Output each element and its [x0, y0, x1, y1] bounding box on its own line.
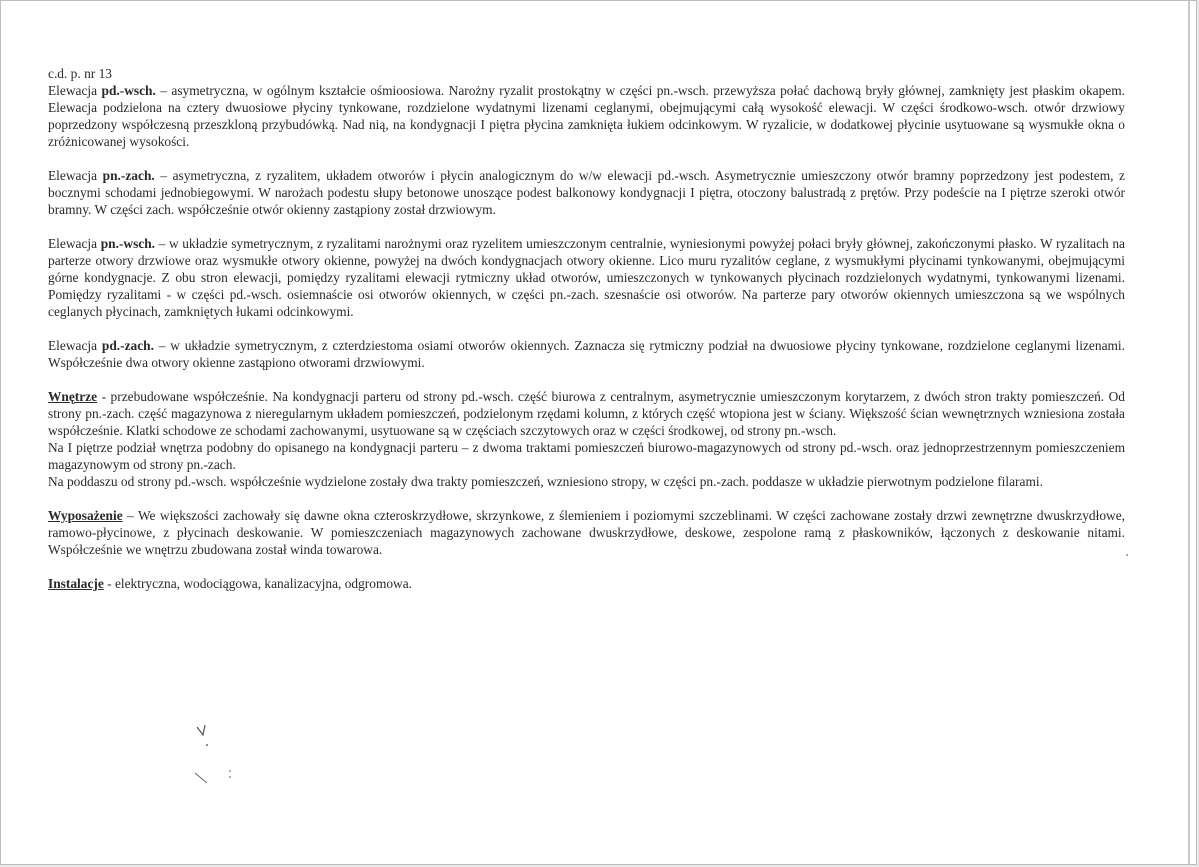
elevation-name: pn.-zach.	[102, 168, 155, 183]
paragraph-elevation-pd-zach	[48, 337, 1125, 371]
elevation-lead: Elewacja	[48, 236, 98, 251]
elevation-lead: Elewacja	[48, 83, 98, 98]
scan-dot-icon	[1123, 551, 1131, 559]
elevation-text: – asymetryczna, z ryzalitem, układem otworów i płycin analogicznym do w/w elewacji pd.-wsch. Asymetrycznie umieszczony otwór bramny poprzedzony jest podestem, z bocznymi schodami jednobiegowymi. W narożach podestu słupy betonowe unoszące podest balkonowy kondygnacji I piętra, otoczony balustradą z prętów. Przy podeście na I piętrze szeroki otwór bramny. W części zach. współcześnie otwór okienny zastąpiony został drzwiowym.	[48, 168, 1125, 217]
paragraph-interior-floor1: Na I piętrze podział wnętrza podobny do opisanego na kondygnacji parteru – z dwoma traktami pomieszczeń biurowo-magazynowych od strony pd.-wsch. oraz jednoprzestrzennym pomieszczeniem magazynowym od strony pn.-zach.	[48, 440, 1125, 472]
elevation-text: – asymetryczna, w ogólnym kształcie ośmioosiowa. Narożny ryzalit prostokątny w części pn.-wsch. przewyższa połać dachową bryły głównej, zamknięty jest płaskim okapem. Elewacja podzielona na cztery dwuosiowe płyciny tynkowane, rozdzielone wydatnymi lizenami ceglanymi, obejmującymi całą wysokość elewacji. W części środkowo-wsch. otwór drzwiowy poprzedzony współczesną przeszkloną przybudówką. Nad nią, na kondygnacji I piętra płycina zamknięta łukiem odcinkowym. W ryzalicie, w dodatkowej płycinie usytuowane są wysmukłe okna o zróżnicowanej wysokości.	[48, 83, 1125, 149]
elevation-name: pd.-wsch.	[101, 83, 156, 98]
elevation-text: – w układzie symetrycznym, z czterdziestoma osiami otworów okiennych. Zaznacza się rytmiczny podział na dwuosiowe płyciny tynkowane, rozdzielone ceglanymi lizenami. Współcześnie dwa otwory okienne zastąpiono otworami drzwiowymi.	[48, 338, 1125, 370]
page-reference: c.d. p. nr 13	[48, 66, 112, 81]
paragraph-elevation-pd-wsch	[48, 82, 1125, 150]
document-body	[48, 65, 1125, 609]
section-heading-installations: Instalacje	[48, 576, 104, 591]
elevation-lead: Elewacja	[48, 168, 98, 183]
elevation-name: pd.-zach.	[101, 338, 154, 353]
elevation-text: – w układzie symetrycznym, z ryzalitami narożnymi oraz ryzelitem umieszczonym centralnie, wyniesionymi powyżej połaci bryły głównej, zakończonymi płasko. W ryzalitach na parterze otwory drzwiowe oraz wysmukłe otwory okienne, powyżej na dwóch kondygnacjach otwory okienne. Lico muru ryzalitów ceglane, z wysmukłymi płycinami tynkowanymi, obejmującymi górne kondygnacje. Z obu stron elewacji, pomiędzy ryzalitami elewacji rytmiczny układ otworów, umieszczonych w tynkowanych płycinach rozdzielonych wydatnymi, tynkowanymi lizenami. Pomiędzy ryzalitami - w części pd.-wsch. osiemnaście osi otworów okiennych, w części pn.-zach. szesnaście osi otworów. Na parterze pary otworów okiennych umieszczona są we wspólnych ceglanych płycinach, zamkniętych łukami odcinkowymi.	[48, 236, 1125, 319]
scan-edge-line	[1188, 1, 1190, 865]
furnishing-text: – We większości zachowały się dawne okna czteroskrzydłowe, skrzynkowe, z ślemieniem i poziomymi szczeblinami. W części zachowane zostały drzwi zewnętrzne dwuskrzydłowe, ramowo-płycinowe, z płycinach deskowanie. W pomieszczeniach magazynowych zachowane dwuskrzydłowe, deskowe, zespolone ramą z płaskowników, łączonych z deskowanie nitami. Współcześnie we wnętrzu zbudowana został winda towarowa.	[48, 508, 1125, 557]
paragraph-elevation-pn-wsch	[48, 235, 1125, 320]
elevation-lead: Elewacja	[48, 338, 98, 353]
paragraph-furnishing	[48, 507, 1125, 558]
installations-text: - elektryczna, wodociągowa, kanalizacyjna, odgromowa.	[103, 576, 413, 591]
section-heading-interior: Wnętrze	[48, 389, 98, 404]
paragraph-elevation-pn-zach	[48, 167, 1125, 218]
section-heading-furnishing: Wyposażenie	[48, 508, 123, 523]
paragraph-interior-attic: Na poddaszu od strony pd.-wsch. współcześnie wydzielone zostały dwa trakty pomieszczeń, wzniesiono stropy, w części pn.-zach. poddasze w układzie pierwotnym podzielone filarami.	[48, 474, 1043, 489]
interior-text: - przebudowane współcześnie. Na kondygnacji parteru od strony pd.-wsch. część biurowa z centralnym, asymetrycznie umieszczonym korytarzem, z dwóch stron trakty pomieszczeń. Od strony pn.-zach. część magazynowa z nieregularnym układem pomieszczeń, podzielonym rzędami kolumn, z których część wtopiona jest w ściany. Większość ścian wewnętrznych wzniesiona została współcześnie. Klatki schodowe ze schodami zachowanymi, usytuowane są w częściach szczytowych oraz w części środkowej, od strony pn.-wsch.	[48, 389, 1125, 438]
paragraph-installations	[48, 575, 1125, 592]
pen-mark-icon	[193, 719, 243, 789]
elevation-name: pn.-wsch.	[100, 236, 156, 251]
paragraph-interior	[48, 388, 1125, 439]
